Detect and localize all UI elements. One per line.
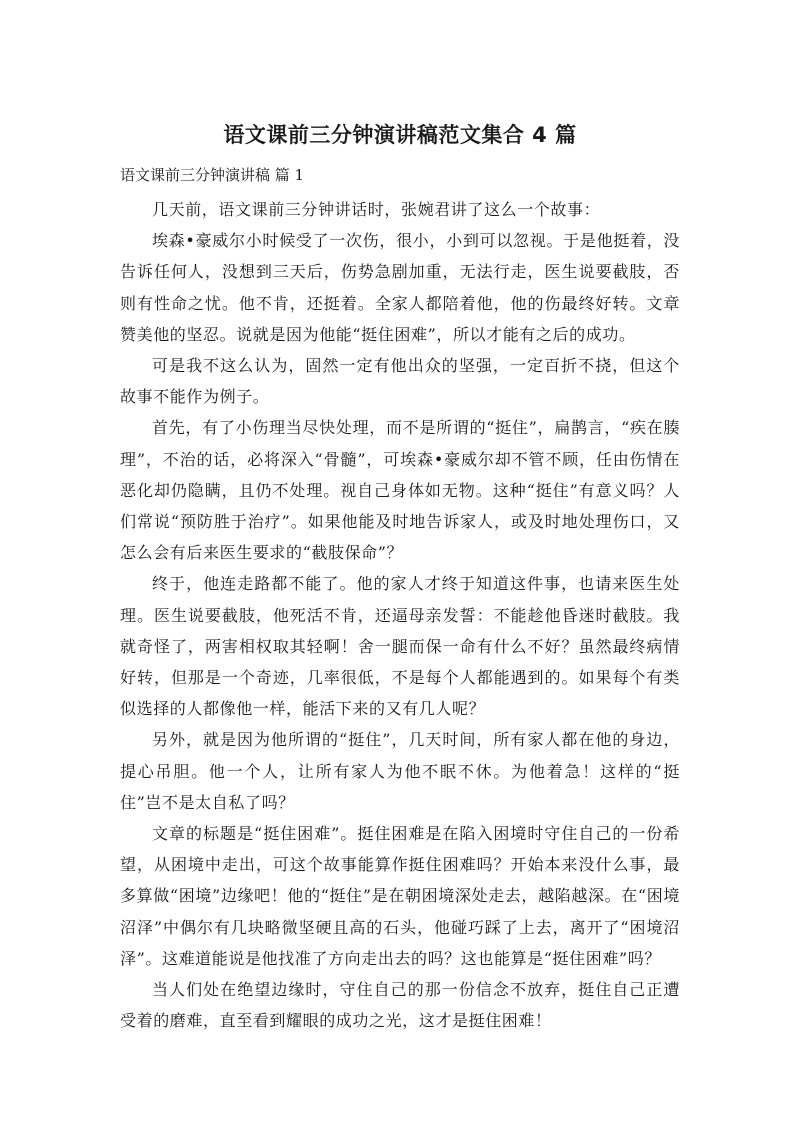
paragraph-7: 文章的标题是“挺住困难”。挺住困难是在陷入困境时守住自己的一份希望，从困境中走出，可这个故事能算作挺住困难吗？开始本来没什么事，最多算做“困境”边缘吧！他的“挺住”是在朝困境深处走去，越陷越深。在“困境沼泽”中偶尔有几块略微坚硬且高的石头，他碰巧踩了上去，离开了“困境沼泽”。这难道能说是他找准了方向走出去的吗？这也能算是“挺住困难”吗？ <box>120 824 680 968</box>
document-title: 语文课前三分钟演讲稿范文集合 4 篇 <box>223 123 577 147</box>
section-heading: 语文课前三分钟演讲稿 篇 1 <box>120 166 305 184</box>
paragraph-8: 当人们处在绝望边缘时，守住自己的那一份信念不放弃，挺住自己正遭受着的磨难，直至看到耀眼的成功之光，这才是挺住困难！ <box>120 980 680 1031</box>
paragraph-2: 埃森•豪威尔小时候受了一次伤，很小，小到可以忽视。于是他挺着，没告诉任何人，没想到三天后，伤势急剧加重，无法行走，医生说要截肢，否则有性命之忧。他不肯，还挺着。全家人都陪着他，他的伤最终好转。文章赞美他的坚忍。说就是因为他能“挺住困难”，所以才能有之后的成功。 <box>120 231 680 344</box>
paragraph-1: 几天前，语文课前三分钟讲话时，张婉君讲了这么一个故事： <box>152 200 601 219</box>
paragraph-4: 首先，有了小伤理当尽快处理，而不是所谓的“挺住”，扁鹊言，“疾在腠理”，不治的话，必将深入“骨髓”，可埃森•豪威尔却不管不顾，任由伤情在恶化却仍隐瞒，且仍不处理。视自己身体如无物。这种“挺住”有意义吗？人们常说“预防胜于治疗”。如果他能及时地告诉家人，或及时地处理伤口，又怎么会有后来医生要求的“截肢保命”？ <box>120 418 680 563</box>
paragraph-5: 终于，他连走路都不能了。他的家人才终于知道这件事，也请来医生处理。医生说要截肢，他死活不肯，还逼母亲发誓：不能趁他昏迷时截肢。我就奇怪了，两害相权取其轻啊！舍一腿而保一命有什么不好？虽然最终病情好转，但那是一个奇迹，几率很低，不是每个人都能遇到的。如果每个有类似选择的人都像他一样，能活下来的又有几人呢？ <box>120 574 680 719</box>
paragraph-3: 可是我不这么认为，固然一定有他出众的坚强，一定百折不挠，但这个故事不能作为例子。 <box>120 356 680 407</box>
document-body <box>120 194 680 1036</box>
paragraph-6: 另外，就是因为他所谓的“挺住”，几天时间，所有家人都在他的身边，提心吊胆。他一个人，让所有家人为他不眠不休。为他着急！这样的“挺住”岂不是太自私了吗？ <box>120 730 680 812</box>
